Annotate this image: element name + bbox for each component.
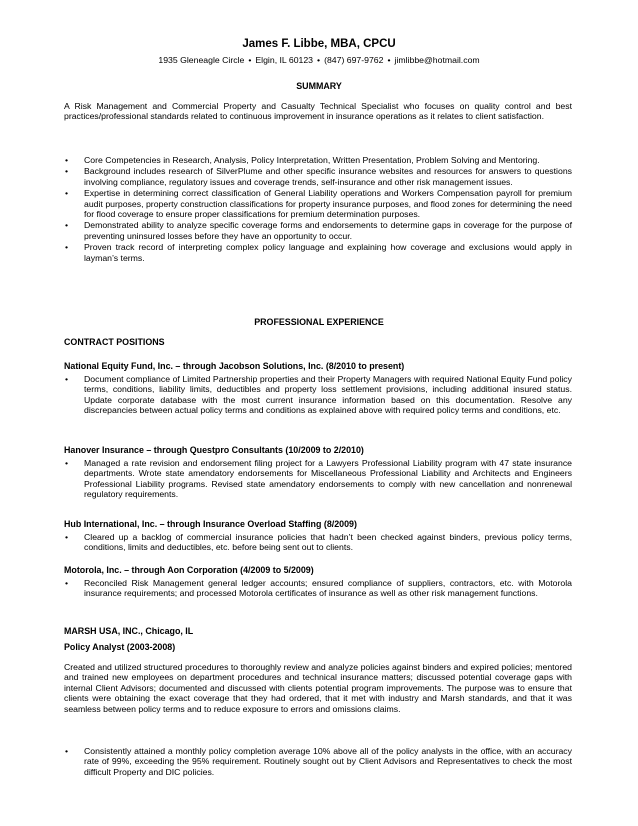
bullet-text: Cleared up a backlog of commercial insurance policies that hadn’t been checked against binders, previous policy terms, conditions, limits and deductibles, etc. before being sent out to clients. xyxy=(84,532,572,553)
bullet-icon: • xyxy=(65,155,69,165)
job-bullets xyxy=(64,458,572,501)
list-item xyxy=(64,242,572,263)
bullet-icon: • xyxy=(65,166,69,177)
list-item xyxy=(64,188,572,219)
phone: (847) 697-9762 xyxy=(324,55,384,65)
contact-line xyxy=(0,55,638,65)
bullet-text: Consistently attained a monthly policy completion average 10% above all of the policy analysts in the office, with an accuracy rate of 99%, exceeding the 95% requirement. Routinely sought out by Client Advisors and Representatives to check the most difficult Property and DIC policies. xyxy=(84,746,572,777)
bullet-text: Document compliance of Limited Partnership properties and their Property Managers with required National Equity Fund policy terms, conditions, liability limits, deductibles and property loss settlement provisions, including additional insured status. Update corporate database with the most current insurance information based on this documentation. Resolve any discrepancies between actual policy terms and conditions as explained above with required policy terms and conditions, etc. xyxy=(84,374,572,416)
bullet-text: Background includes research of SilverPlume and other specific insurance websites and resources for answers to questions involving compliance, regulatory issues and coverage trends, self-insurance and other risk management issues. xyxy=(84,166,572,187)
summary-bullets xyxy=(64,155,572,264)
list-item xyxy=(64,220,572,241)
list-item xyxy=(64,578,572,599)
job-title: National Equity Fund, Inc. – through Jacobson Solutions, Inc. (8/2010 to present) xyxy=(64,361,405,371)
marsh-description xyxy=(64,662,572,714)
city-state-zip: Elgin, IL 60123 xyxy=(255,55,314,65)
bullet-text: Expertise in determining correct classification of General Liability operations and Workers Compensation payroll for premium audit purposes, property construction classifications for property insurance purposes, and flood zones for determining the need for flood coverage to ensure proper classifications for premium determination purposes. xyxy=(84,188,572,220)
marsh-text: Created and utilized structured procedures to thoroughly review and analyze policies against binders and expired policies; mentored and trained new employees on department procedures and technical insurance matters; discussed potential coverage gaps with internal Client Advisors; documented and discussed with clients potential program improvements. The purpose was to ensure that clients were obtaining the exact coverage that they had ordered, that it met with industry and Marsh standards, and that it was seamless between policy terms and to reduce exposure to errors and omissions claims. xyxy=(64,662,572,714)
job-bullets xyxy=(64,532,572,554)
marsh-company: MARSH USA, INC., Chicago, IL xyxy=(64,626,194,636)
list-item xyxy=(64,458,572,500)
job-bullets xyxy=(64,374,572,417)
address: 1935 Gleneagle Circle xyxy=(158,55,245,65)
bullet-text: Reconciled Risk Management general ledger accounts; ensured compliance of suppliers, contractors, etc. with Motorola insurance requirements; and processed Motorola certificates of insurance as well as other risk management functions. xyxy=(84,578,572,599)
job-bullets xyxy=(64,578,572,600)
bullet-icon: • xyxy=(65,578,69,588)
bullet-icon: • xyxy=(65,458,69,468)
bullet-text: Managed a rate revision and endorsement filing project for a Lawyers Professional Liability program with 47 state insurance departments. Wrote state amendatory endorsements for Miscellaneous Professional Liability and Architects and Engineers Professional Liability programs. Revised state amendatory endorsements to comply with new cancellation and nonrenewal regulatory requirements. xyxy=(84,458,572,500)
list-item xyxy=(64,532,572,553)
contract-positions-heading: CONTRACT POSITIONS xyxy=(64,337,165,347)
bullet-icon: • xyxy=(65,532,69,542)
candidate-name: James F. Libbe, MBA, CPCU xyxy=(242,38,396,50)
bullet-icon: • xyxy=(65,746,69,756)
separator-bullet: • xyxy=(387,55,391,65)
bullet-text: Core Competencies in Research, Analysis, Policy Interpretation, Written Presentation, Problem Solving and Mentoring. xyxy=(84,155,540,165)
list-item xyxy=(64,374,572,416)
marsh-bullets xyxy=(64,746,572,778)
separator-bullet: • xyxy=(317,55,321,65)
job-title: Hanover Insurance – through Questpro Consultants (10/2009 to 2/2010) xyxy=(64,445,364,455)
bullet-icon: • xyxy=(65,242,69,253)
bullet-icon: • xyxy=(65,374,69,384)
bullet-text: Demonstrated ability to analyze specific coverage forms and endorsements to determine gaps in coverage for the purpose of preventing uninsured losses before they have an opportunity to occur. xyxy=(84,220,572,241)
list-item xyxy=(64,746,572,777)
email[interactable]: jimlibbe@hotmail.com xyxy=(394,55,480,65)
job-title: Hub International, Inc. – through Insurance Overload Staffing (8/2009) xyxy=(64,519,357,529)
marsh-role: Policy Analyst (2003-2008) xyxy=(64,642,176,652)
summary-heading: SUMMARY xyxy=(296,81,342,91)
summary-text: A Risk Management and Commercial Property and Casualty Technical Specialist who focuses on quality control and best practices/professional standards related to continuous improvement in insurance operations as it relates to client satisfaction. xyxy=(64,101,572,122)
separator-bullet: • xyxy=(248,55,252,65)
bullet-icon: • xyxy=(65,188,69,199)
summary-section xyxy=(64,101,572,122)
list-item xyxy=(64,155,572,165)
experience-heading: PROFESSIONAL EXPERIENCE xyxy=(254,317,384,327)
job-title: Motorola, Inc. – through Aon Corporation (4/2009 to 5/2009) xyxy=(64,565,314,575)
list-item xyxy=(64,166,572,187)
bullet-icon: • xyxy=(65,220,69,231)
bullet-text: Proven track record of interpreting complex policy language and explaining how coverage and exclusions would apply in layman’s terms. xyxy=(84,242,572,263)
